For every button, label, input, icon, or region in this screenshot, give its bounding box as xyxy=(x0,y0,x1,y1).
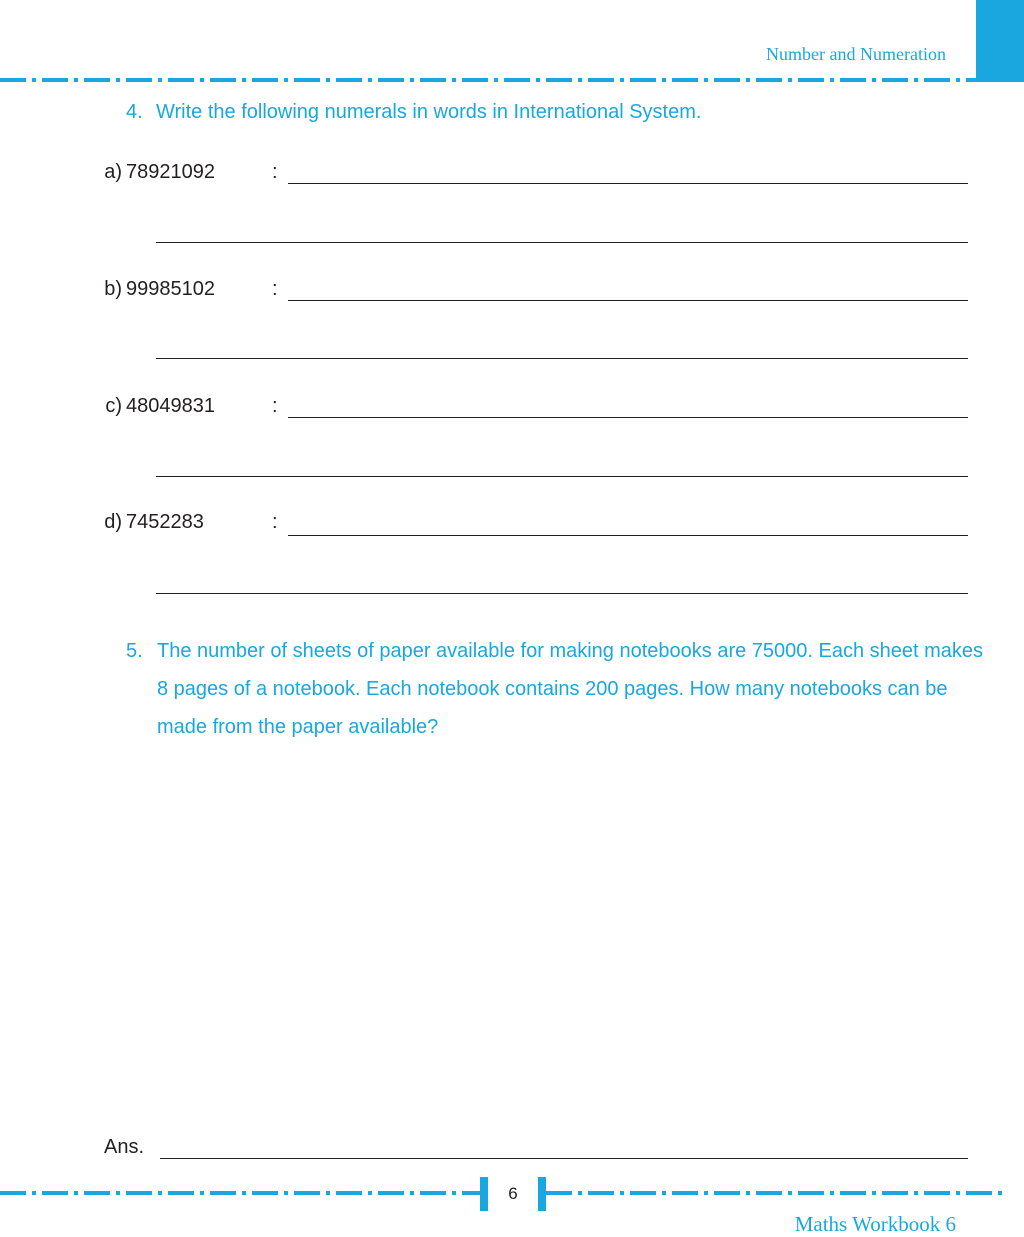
answer-line[interactable] xyxy=(288,183,968,184)
question-prompt: Write the following numerals in words in International System. xyxy=(156,101,702,123)
question-number: 4. xyxy=(126,101,143,123)
item-numeral: 99985102 xyxy=(126,278,215,300)
section-title: Number and Numeration xyxy=(766,44,946,64)
item-letter: a) xyxy=(104,161,122,183)
question-text: The number of sheets of paper available for making notebooks are 75000. Each sheet makes 8 pages of a notebook. Each notebook contains 200 pages. How many notebooks can be made from the paper available? xyxy=(157,640,984,738)
answer-line[interactable] xyxy=(156,358,968,359)
item-b xyxy=(92,278,215,301)
answer-line[interactable] xyxy=(288,417,968,418)
question-5 xyxy=(126,632,986,746)
item-colon: : xyxy=(272,511,278,533)
answer-line[interactable] xyxy=(156,593,968,594)
book-title: Maths Workbook 6 xyxy=(794,1212,956,1236)
item-a xyxy=(92,161,215,184)
answer-line[interactable] xyxy=(288,300,968,301)
item-d xyxy=(92,511,204,534)
answer-line[interactable] xyxy=(156,242,968,243)
item-numeral: 48049831 xyxy=(126,395,215,417)
item-c xyxy=(92,395,215,418)
question-number: 5. xyxy=(126,640,143,662)
page-number: 6 xyxy=(480,1177,546,1211)
header-divider xyxy=(0,78,976,82)
answer-line[interactable] xyxy=(160,1158,968,1159)
footer-divider-right xyxy=(546,1191,1006,1195)
item-letter: c) xyxy=(105,395,122,417)
answer-line[interactable] xyxy=(288,535,968,536)
corner-tab xyxy=(976,0,1024,82)
item-colon: : xyxy=(272,278,278,300)
item-numeral: 78921092 xyxy=(126,161,215,183)
question-4-heading xyxy=(126,101,701,124)
item-letter: d) xyxy=(104,511,122,533)
item-colon: : xyxy=(272,395,278,417)
footer-divider-left xyxy=(0,1191,480,1195)
item-numeral: 7452283 xyxy=(126,511,204,533)
answer-label: Ans. xyxy=(104,1136,145,1158)
item-letter: b) xyxy=(104,278,122,300)
item-colon: : xyxy=(272,161,278,183)
answer-line[interactable] xyxy=(156,476,968,477)
